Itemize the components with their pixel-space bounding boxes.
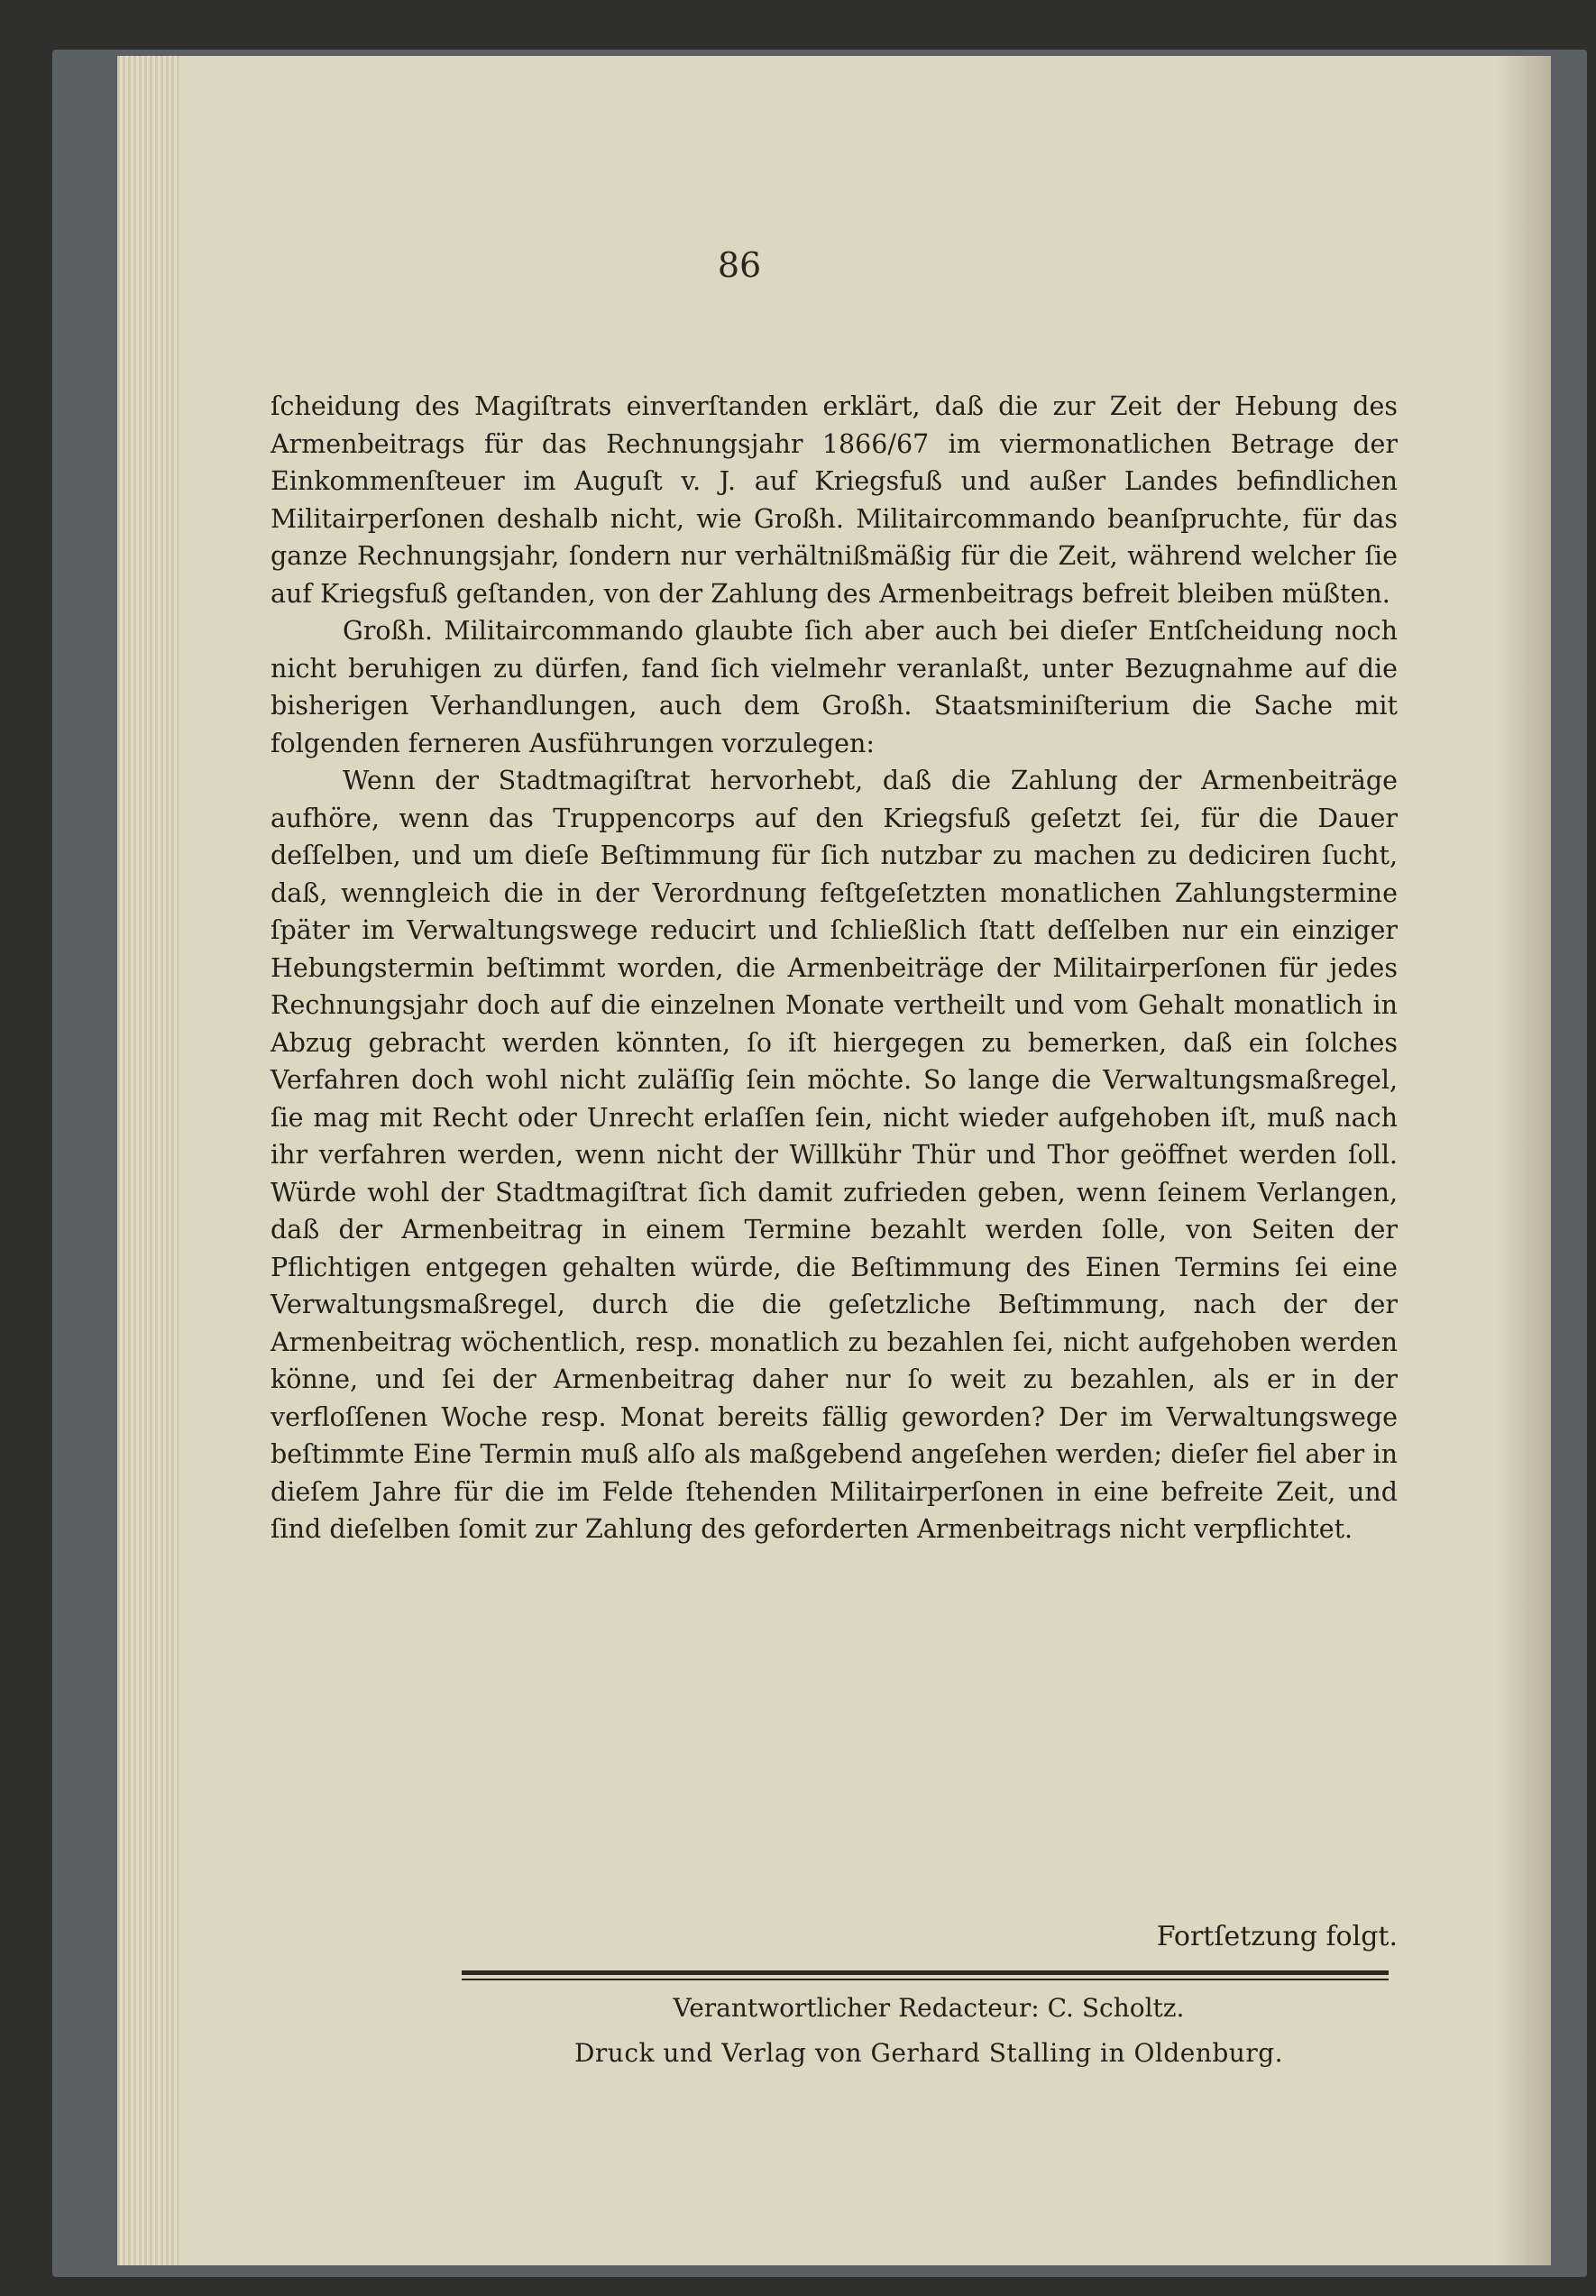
divider-rule-thick — [462, 1970, 1389, 1975]
paragraph-1 — [271, 388, 1398, 612]
page-stack-edge — [117, 56, 180, 2265]
paragraph-3-text: Wenn der Stadtmagiſtrat hervorhebt, daß die Zahlung der Armenbeiträge aufhöre, wenn das Truppencorps auf den Kriegsfuß geſetzt ſei, für die Dauer deſſelben, und um dieſe Beſtimmung für ſich nutzbar zu machen zu dediciren ſucht, daß, wenngleich die in der Verordnung feſtgeſetzten monatlichen Zahlungstermine ſpäter im Verwaltungswege reducirt und ſchließlich ſtatt deſſelben nur ein einziger Hebungstermin beſtimmt worden, die Armenbeiträge der Militairperſonen für jedes Rechnungsjahr doch auf die einzelnen Monate vertheilt und vom Gehalt monatlich in Abzug gebracht werden könnten, ſo iſt hiergegen zu bemerken, daß ein ſolches Verfahren doch wohl nicht zuläſſig ſein möchte. So lange die Verwaltungsmaßregel, ſie mag mit Recht oder Unrecht erlaſſen ſein, nicht wieder aufgehoben iſt, muß nach ihr verfahren werden, wenn nicht der Willkühr Thür und Thor geöffnet werden ſoll. Würde wohl der Stadtmagiſtrat ſich damit zufrieden geben, wenn ſeinem Verlangen, daß der Armenbeitrag in einem Termine bezahlt werden ſolle, von Seiten der Pflichtigen entgegen gehalten würde, die Beſtimmung des Einen Termins ſei eine Verwaltungsmaßregel, durch die die geſetzliche Beſtimmung, nach der der Armenbeitrag wöchentlich, resp. monatlich zu bezahlen ſei, nicht aufgehoben werden könne, und ſei der Armenbeitrag daher nur ſo weit zu bezahlen, als er in der verfloſſenen Woche resp. Monat bereits fällig geworden? Der im Verwaltungswege beſtimmte Eine Termin muß alſo als maßgebend angeſehen werden; dieſer fiel aber in dieſem Jahre für die im Felde ſtehenden Militairperſonen in eine befreite Zeit, und ſind dieſelben ſomit zur Zahlung des geforderten Armenbeitrags nicht verpflichtet. — [271, 766, 1398, 1544]
imprint-editor: Verantwortlicher Redacteur: C. Scholtz. — [673, 1993, 1185, 2023]
continuation-note: Fortſetzung folgt. — [1156, 1921, 1398, 1952]
imprint-publisher: Druck und Verlag von Gerhard Stalling in Oldenburg. — [573, 2038, 1284, 2068]
gutter-shadow — [1497, 56, 1551, 2265]
page-number: 86 — [717, 245, 762, 285]
paragraph-1-text: ſcheidung des Magiſtrats einverſtanden erklärt, daß die zur Zeit der Hebung des Armenbeitrags für das Rechnungsjahr 1866/67 im viermonatlichen Betrage der Einkommenſteuer im Auguſt v. J. auf Kriegsfuß und außer Landes befindlichen Militairperſonen deshalb nicht, wie Großh. Militaircommando beanſpruchte, für das ganze Rechnungsjahr, ſondern nur verhältnißmäßig für die Zeit, während welcher ſie auf Kriegsfuß geſtanden, von der Zahlung des Armenbeitrags befreit bleiben müßten. — [271, 391, 1398, 609]
body-text — [271, 388, 1398, 1548]
divider-rule-thin — [462, 1979, 1389, 1980]
paragraph-3 — [271, 762, 1398, 1548]
paragraph-2-text: Großh. Militaircommando glaubte ſich aber auch bei dieſer Entſcheidung noch nicht beruhigen zu dürfen, fand ſich vielmehr veranlaßt, unter Bezugnahme auf die bisherigen Verhandlungen, auch dem Großh. Staatsminiſterium die Sache mit folgenden ferneren Ausführungen vorzulegen: — [271, 616, 1398, 758]
paragraph-2 — [271, 612, 1398, 762]
